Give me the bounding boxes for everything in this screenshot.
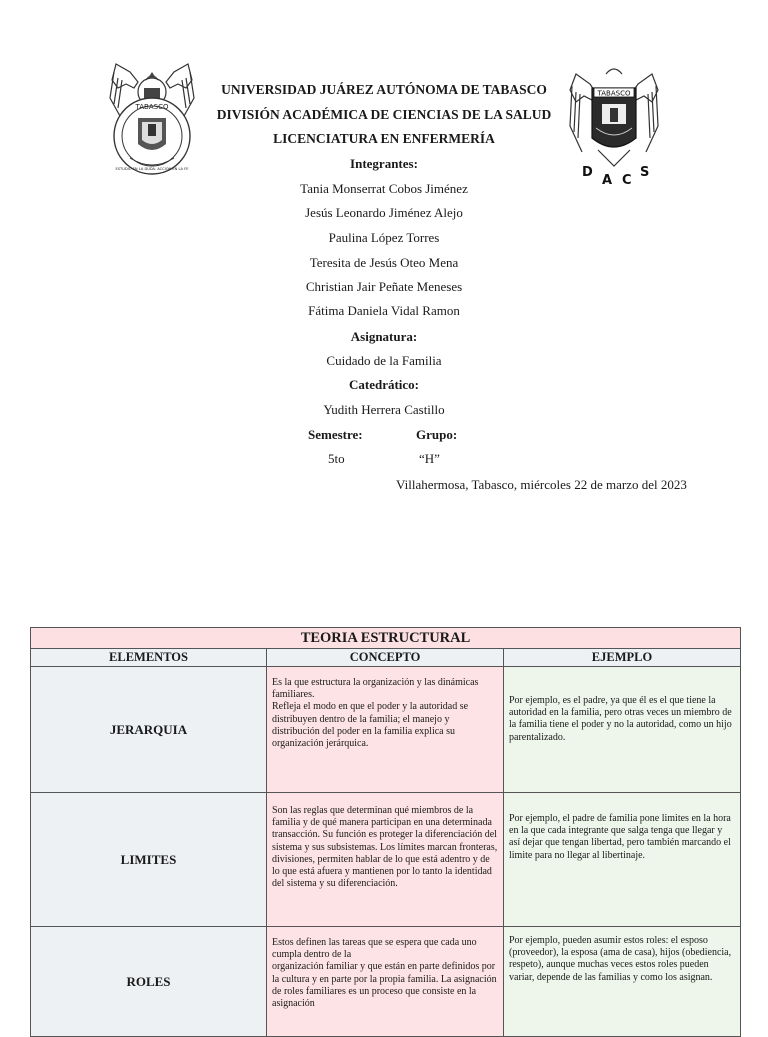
- semester-value: 5to: [328, 451, 345, 466]
- concept-text: Estos definen las tareas que se espera que cada uno cumpla dentro de la organización familiar y que están en parte definidos por la cultura y en parte por la propia familia. La asignación de roles familiares es un proceso que consiste en la asignación: [272, 937, 497, 1010]
- column-header-concept: CONCEPTO: [267, 649, 504, 667]
- table-title: TEORIA ESTRUCTURAL: [31, 628, 741, 649]
- concept-text: Es la que estructura la organización y las dinámicas familiares. Refleja el modo en que el poder y la autoridad se distribuyen dentro de la familia; el manejo y distribución del poder en la familia explica su organización jerárquica.: [272, 677, 479, 750]
- subject-label: Asignatura:: [350, 329, 418, 344]
- concept-cell: [267, 793, 504, 927]
- university-name: UNIVERSIDAD JUÁREZ AUTÓNOMA DE TABASCO: [221, 82, 547, 97]
- right-logo-letter-a: A: [602, 173, 613, 186]
- division-name: DIVISIÓN ACADÉMICA DE CIENCIAS DE LA SALUD: [216, 107, 552, 122]
- column-header-elements: ELEMENTOS: [31, 649, 267, 667]
- member-name: Fátima Daniela Vidal Ramon: [308, 303, 460, 318]
- teacher-name: Yudith Herrera Castillo: [323, 402, 445, 417]
- concept-text: Son las reglas que determinan qué miembros de la familia y de qué manera participan en una determinada transacción. Su función es proteger la diferenciación del sistema y sus subsistemas. Los límites marcan fronteras, divisiones, permiten hablar de lo que está adentro y de lo que está afuera y mantienen por lo tanto la identidad del sistema y su diferenciación.: [272, 805, 498, 890]
- left-logo-motto: ESTUDIO EN LA DUDA. ACCIÓN EN LA FE: [115, 167, 189, 171]
- column-header-example: EJEMPLO: [504, 649, 741, 667]
- group-value: “H”: [419, 451, 440, 466]
- table-row: [31, 927, 741, 1037]
- structural-theory-table: [30, 627, 741, 1037]
- right-logo-letter-d: D: [582, 165, 593, 180]
- member-name: Tania Monserrat Cobos Jiménez: [300, 181, 468, 196]
- example-cell: [504, 793, 741, 927]
- element-cell: LIMITES: [31, 793, 267, 927]
- left-logo-top-text: TABASCO: [135, 103, 169, 111]
- member-name: Teresita de Jesús Oteo Mena: [309, 255, 459, 270]
- table-row: [31, 793, 741, 927]
- right-logo-letter-c: C: [622, 173, 632, 186]
- member-name: Jesús Leonardo Jiménez Alejo: [305, 205, 463, 220]
- teacher-label: Catedrático:: [348, 377, 420, 392]
- element-cell: JERARQUIA: [31, 667, 267, 793]
- concept-cell: [267, 927, 504, 1037]
- subject-name: Cuidado de la Familia: [326, 353, 442, 368]
- member-name: Christian Jair Peñate Meneses: [305, 279, 463, 294]
- table-row: [31, 667, 741, 793]
- example-text: Por ejemplo, es el padre, ya que él es el que tiene la autoridad en la familia, pero otras veces un miembro de la familia tiene el poder y no la autoridad, como un hijo parentalizado.: [509, 695, 732, 743]
- right-logo-top-text: TABASCO: [597, 89, 631, 98]
- example-cell: [504, 667, 741, 793]
- example-cell: [504, 927, 741, 1037]
- members-label: Integrantes:: [350, 156, 418, 171]
- example-text: Por ejemplo, el padre de familia pone limites en la hora en la que cada integrante que salga tenga que llegar y así dejar que tengan libertad, pero también marcando el limite para no llegar al libertinaje.: [509, 813, 731, 861]
- group-label: Grupo:: [416, 427, 458, 442]
- program-name: LICENCIATURA EN ENFERMERÍA: [273, 131, 495, 146]
- semester-label: Semestre:: [308, 427, 363, 442]
- place-date: Villahermosa, Tabasco, miércoles 22 de marzo del 2023: [396, 477, 687, 492]
- member-name: Paulina López Torres: [328, 230, 440, 245]
- right-logo-letter-s: S: [640, 165, 650, 180]
- concept-cell: [267, 667, 504, 793]
- example-text: Por ejemplo, pueden asumir estos roles: el esposo (proveedor), la esposa (ama de casa), hijos (obediencia, respeto), aunque muchas veces estos roles pueden variar, depende de las familias y como los asignan.: [509, 935, 732, 983]
- element-cell: ROLES: [31, 927, 267, 1037]
